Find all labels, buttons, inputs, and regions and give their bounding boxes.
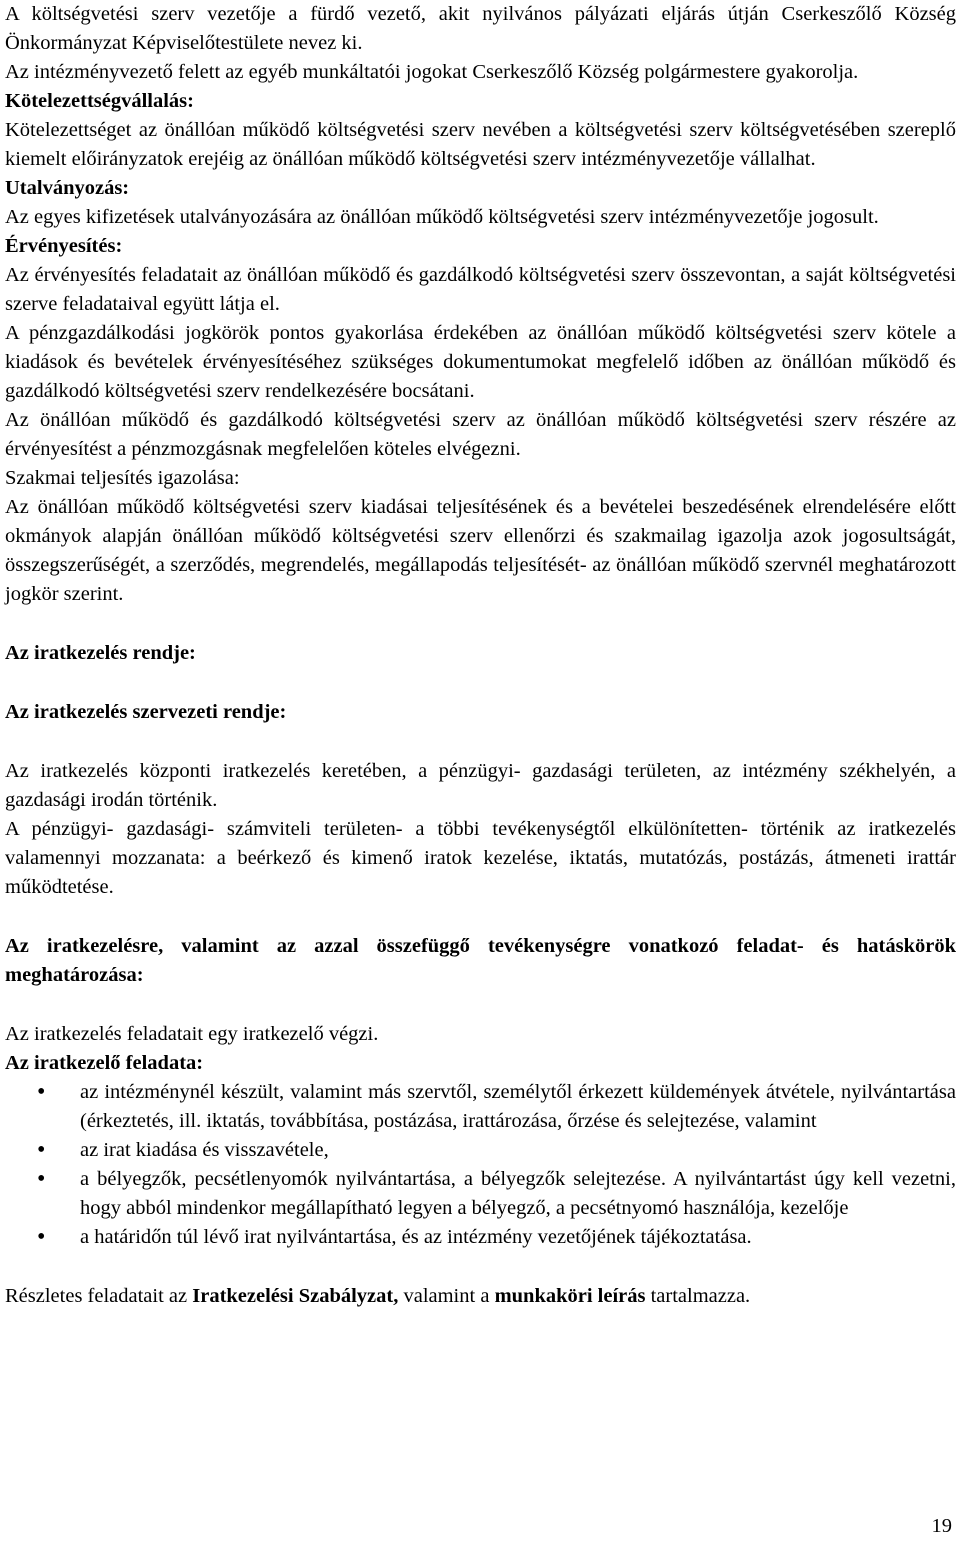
heading-feladat-hataskorok: Az iratkezelésre, valamint az azzal összefüggő tevékenységre vonatkozó feladat- és hatáskörök meghatározása: xyxy=(5,935,956,986)
paragraph-ervenyesites: Az érvényesítés feladatait az önállóan működő és gazdálkodó költségvetési szerv összevontan, a saját költségvetési szerve feladataival együtt látja el. xyxy=(5,264,956,315)
paragraph-kozponti-iratkezeles: Az iratkezelés központi iratkezelés keretében, a pénzügyi- gazdasági területen, az intézmény székhelyén, a gazdasági irodán történik. xyxy=(5,760,956,811)
closing-text-3: tartalmazza. xyxy=(645,1285,751,1307)
paragraph-szakmai-teljesites: Az önállóan működő költségvetési szerv kiadásai teljesítésének és a bevételei beszedésének elrendelésére előtt okmányok alapján önállóan működő költségvetési szerv ellenőrzi és szakmailag igazolja azok jogosultságát, összegszerűségét, a szerződés, megrendelés, megállapodás teljesítését- az önállóan működő szervnél meghatározott jogkör szerint. xyxy=(5,496,956,605)
list-item: • az irat kiadása és visszavétele, xyxy=(5,1136,956,1165)
document-page xyxy=(5,0,956,1311)
heading-iratkezeles-szervezeti-rendje: Az iratkezelés szervezeti rendje: xyxy=(5,701,287,723)
paragraph-kotelezettseg: Kötelezettséget az önállóan működő költségvetési szerv nevében a költségvetési szerv költségvetésében szereplő kiemelt előirányzatok erejéig az önállóan működő költségvetési szerv intézményvezetője vállalhat. xyxy=(5,119,956,170)
list-item: • az intézménynél készült, valamint más szervtől, személytől érkezett küldemények átvétele, nyilvántartása (érkeztetés, ill. iktatás, továbbítása, postázása, irattározása, őrzése és selejtezése, valamint xyxy=(5,1078,956,1136)
heading-iratkezelo-feladata: Az iratkezelő feladata: xyxy=(5,1052,204,1074)
paragraph-intro-2: Az intézményvezető felett az egyéb munkáltatói jogokat Cserkeszőlő Község polgármestere gyakorolja. xyxy=(5,61,859,83)
list-item: • a határidőn túl lévő irat nyilvántartása, és az intézmény vezetőjének tájékoztatása. xyxy=(5,1223,956,1252)
heading-iratkezeles-rendje: Az iratkezelés rendje: xyxy=(5,642,196,664)
heading-szakmai-teljesites: Szakmai teljesítés igazolása: xyxy=(5,467,240,489)
paragraph-iratkezeles-mozzanatai: A pénzügyi- gazdasági- számviteli területen- a többi tevékenységtől elkülönítetten- történik az iratkezelés valamennyi mozzanata: a beérkező és kimenő iratok kezelése, iktatás, mutatózás, postázás, átmeneti irattár működtetése. xyxy=(5,818,956,898)
heading-kotelezettsegvallalas: Kötelezettségvállalás: xyxy=(5,90,194,112)
paragraph-penzgazdalkodas: A pénzgazdálkodási jogkörök pontos gyakorlása érdekében az önállóan működő költségvetési szerv kötele a kiadások és bevételek érvényesítéséhez szükséges dokumentumokat megfelelő időben az önállóan működő és gazdálkodó költségvetési szerv rendelkezésére bocsátani. xyxy=(5,322,956,402)
closing-bold-iratkezelesi-szabalyzat: Iratkezelési Szabályzat, xyxy=(192,1285,399,1307)
closing-text-1: Részletes feladatait az xyxy=(5,1285,193,1307)
heading-utalvanyozas: Utalványozás: xyxy=(5,177,130,199)
heading-ervenyesites: Érvényesítés: xyxy=(5,235,123,257)
task-list xyxy=(5,1078,956,1252)
paragraph-utalvanyozas: Az egyes kifizetések utalványozására az önállóan működő költségvetési szerv intézményvezetője jogosult. xyxy=(5,206,879,228)
page-number: 19 xyxy=(931,1515,952,1537)
paragraph-iratkezelo: Az iratkezelés feladatait egy iratkezelő végzi. xyxy=(5,1023,379,1045)
list-item: • a bélyegzők, pecsétlenyomók nyilvántartása, a bélyegzők selejtezése. A nyilvántartást úgy kell vezetni, hogy abból mindenkor megállapítható legyen a bélyegző, a pecsétnyomó használója, kezelője xyxy=(5,1165,956,1223)
paragraph-ervenyesites-vegzes: Az önállóan működő és gazdálkodó költségvetési szerv az önállóan működő költségvetési szerv részére az érvényesítést a pénzmozgásnak megfelelően köteles elvégezni. xyxy=(5,409,956,460)
paragraph-intro-1: A költségvetési szerv vezetője a fürdő vezető, akit nyilvános pályázati eljárás útján Cserkeszőlő Község Önkormányzat Képviselőtestülete nevez ki. xyxy=(5,3,956,54)
closing-bold-munkakori-leiras: munkaköri leírás xyxy=(494,1285,646,1307)
closing-text-2: valamint a xyxy=(398,1285,495,1307)
paragraph-closing xyxy=(5,1282,956,1311)
